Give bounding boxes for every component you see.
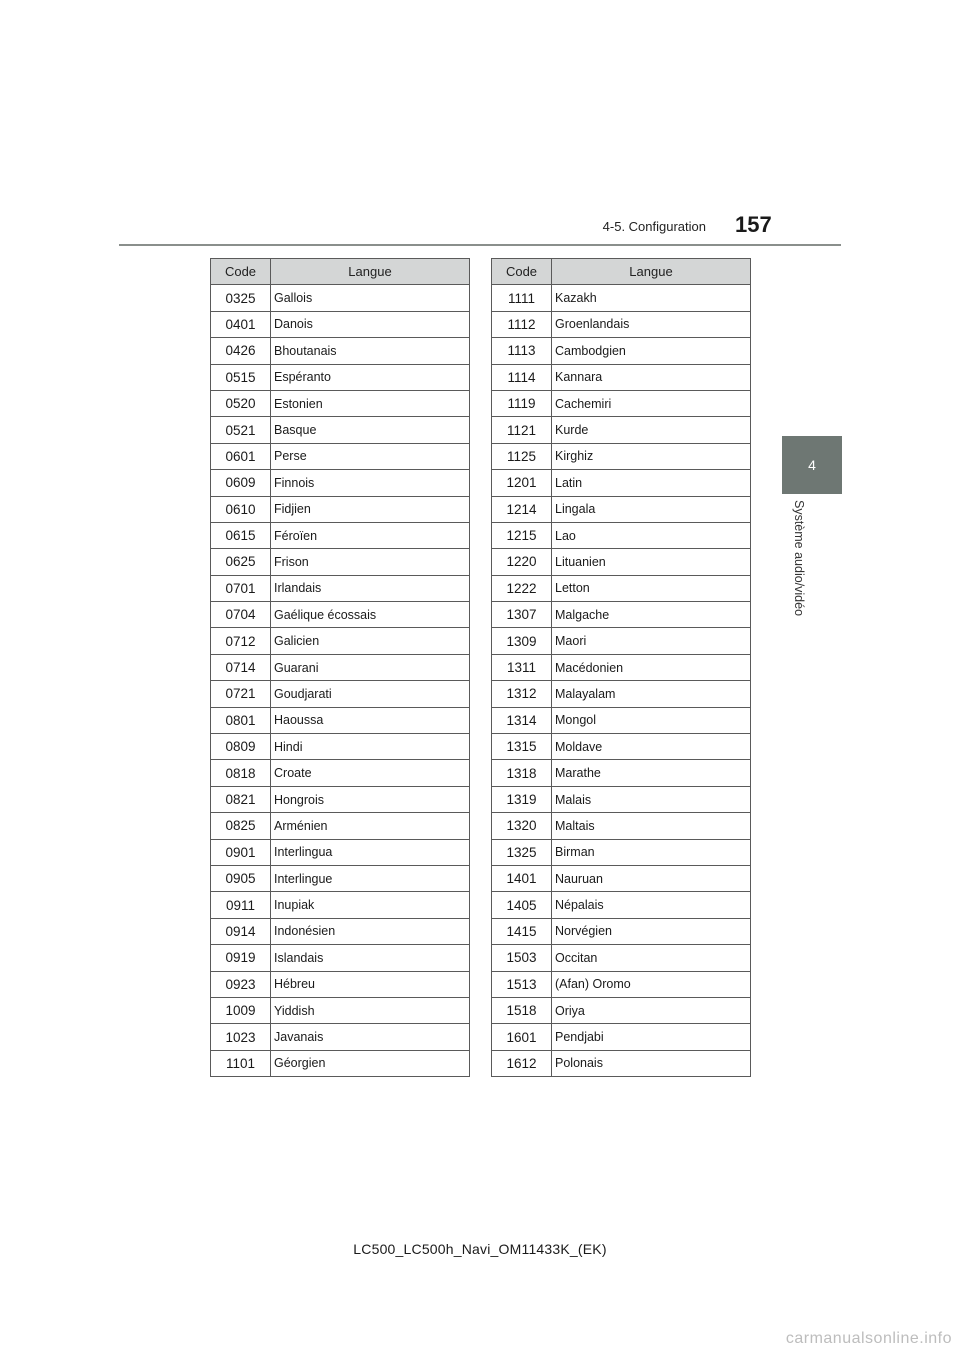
table-row [492, 707, 751, 733]
language-name: Galicien [271, 628, 470, 654]
language-code: 0521 [211, 417, 271, 443]
table-row [211, 760, 470, 786]
table-row [211, 707, 470, 733]
language-code: 1222 [492, 575, 552, 601]
language-name: Marathe [552, 760, 751, 786]
language-name: Moldave [552, 734, 751, 760]
section-title: 4-5. Configuration [602, 219, 706, 234]
table-row [211, 892, 470, 918]
table-row [211, 285, 470, 311]
page-number: 157 [735, 212, 772, 237]
table-row [492, 760, 751, 786]
language-code: 1112 [492, 311, 552, 337]
table-row [211, 390, 470, 416]
table-row [211, 971, 470, 997]
table-header-row [211, 259, 470, 285]
table-header-row [492, 259, 751, 285]
table-row [211, 918, 470, 944]
chapter-tab [782, 436, 842, 494]
table-row [492, 496, 751, 522]
language-name: Espéranto [271, 364, 470, 390]
language-code: 0609 [211, 470, 271, 496]
language-code: 0426 [211, 338, 271, 364]
chapter-side-title: Système audio/vidéo [792, 500, 806, 617]
language-name: Latin [552, 470, 751, 496]
language-name: Inupiak [271, 892, 470, 918]
language-code: 0625 [211, 549, 271, 575]
language-code: 1601 [492, 1024, 552, 1050]
table-row [492, 971, 751, 997]
language-code: 0712 [211, 628, 271, 654]
language-name: Fidjien [271, 496, 470, 522]
table-row [211, 681, 470, 707]
language-name: Maltais [552, 813, 751, 839]
language-name: Yiddish [271, 997, 470, 1023]
table-row [211, 575, 470, 601]
language-code: 1513 [492, 971, 552, 997]
table-row [211, 1024, 470, 1050]
language-name: Mongol [552, 707, 751, 733]
language-code: 1315 [492, 734, 552, 760]
language-name: Malais [552, 786, 751, 812]
language-name: Kurde [552, 417, 751, 443]
language-code: 0721 [211, 681, 271, 707]
language-name: Occitan [552, 945, 751, 971]
table-row [211, 734, 470, 760]
table-row [211, 602, 470, 628]
language-name: Basque [271, 417, 470, 443]
language-code: 1312 [492, 681, 552, 707]
language-name: Macédonien [552, 654, 751, 680]
language-name: Frison [271, 549, 470, 575]
header-divider [119, 244, 841, 246]
language-code: 0515 [211, 364, 271, 390]
language-name: Finnois [271, 470, 470, 496]
language-name: Lao [552, 522, 751, 548]
language-code: 1114 [492, 364, 552, 390]
table-row [211, 549, 470, 575]
table-row [492, 734, 751, 760]
language-name: Haoussa [271, 707, 470, 733]
language-name: Croate [271, 760, 470, 786]
language-code: 1220 [492, 549, 552, 575]
language-code: 1023 [211, 1024, 271, 1050]
table-row [492, 443, 751, 469]
language-name: Indonésien [271, 918, 470, 944]
table-row [211, 1050, 470, 1076]
language-name: Maori [552, 628, 751, 654]
language-code: 1401 [492, 865, 552, 891]
language-name: Estonien [271, 390, 470, 416]
language-code: 1309 [492, 628, 552, 654]
language-code: 0818 [211, 760, 271, 786]
language-code: 1215 [492, 522, 552, 548]
table-row [492, 1050, 751, 1076]
language-code: 0923 [211, 971, 271, 997]
language-code: 0401 [211, 311, 271, 337]
table-row [492, 417, 751, 443]
language-code: 1518 [492, 997, 552, 1023]
language-name: Islandais [271, 945, 470, 971]
language-name: Norvégien [552, 918, 751, 944]
language-name: Irlandais [271, 575, 470, 601]
table-row [492, 549, 751, 575]
language-code: 0821 [211, 786, 271, 812]
column-header-code: Code [211, 259, 271, 285]
table-row [492, 575, 751, 601]
language-name: Perse [271, 443, 470, 469]
language-code: 0704 [211, 602, 271, 628]
language-name: Kannara [552, 364, 751, 390]
table-row [492, 364, 751, 390]
table-row [211, 654, 470, 680]
language-name: Hindi [271, 734, 470, 760]
table-row [492, 470, 751, 496]
watermark: carmanualsonline.info [785, 1330, 952, 1347]
table-row [492, 945, 751, 971]
table-row [211, 865, 470, 891]
table-row [211, 945, 470, 971]
language-name: Pendjabi [552, 1024, 751, 1050]
language-name: Goudjarati [271, 681, 470, 707]
language-code: 1319 [492, 786, 552, 812]
language-code: 0520 [211, 390, 271, 416]
language-code: 1405 [492, 892, 552, 918]
table-row [211, 338, 470, 364]
table-row [211, 443, 470, 469]
table-row [492, 285, 751, 311]
language-code: 1121 [492, 417, 552, 443]
language-code: 0801 [211, 707, 271, 733]
table-row [492, 865, 751, 891]
document-id: LC500_LC500h_Navi_OM11433K_(EK) [353, 1241, 607, 1257]
language-name: Interlingue [271, 865, 470, 891]
language-code-table-right [491, 258, 751, 1077]
language-code: 1009 [211, 997, 271, 1023]
language-code: 1119 [492, 390, 552, 416]
table-row [492, 681, 751, 707]
table-row [492, 311, 751, 337]
language-name: Danois [271, 311, 470, 337]
language-code: 1311 [492, 654, 552, 680]
table-row [211, 628, 470, 654]
language-code: 1101 [211, 1050, 271, 1076]
language-code: 0809 [211, 734, 271, 760]
language-code: 0825 [211, 813, 271, 839]
language-code: 0911 [211, 892, 271, 918]
language-code: 0615 [211, 522, 271, 548]
language-name: Cambodgien [552, 338, 751, 364]
language-name: Kirghiz [552, 443, 751, 469]
table-row [492, 1024, 751, 1050]
language-name: Lingala [552, 496, 751, 522]
table-row [211, 311, 470, 337]
language-name: Gaélique écossais [271, 602, 470, 628]
language-name: Népalais [552, 892, 751, 918]
table-row [492, 839, 751, 865]
table-row [492, 813, 751, 839]
table-row [492, 602, 751, 628]
chapter-number: 4 [808, 457, 816, 473]
language-code: 0714 [211, 654, 271, 680]
language-code: 1201 [492, 470, 552, 496]
table-row [492, 390, 751, 416]
language-code: 1113 [492, 338, 552, 364]
language-code: 0325 [211, 285, 271, 311]
language-name: Gallois [271, 285, 470, 311]
language-name: Javanais [271, 1024, 470, 1050]
language-name: Bhoutanais [271, 338, 470, 364]
language-name: Groenlandais [552, 311, 751, 337]
language-name: (Afan) Oromo [552, 971, 751, 997]
language-name: Malayalam [552, 681, 751, 707]
table-row [492, 892, 751, 918]
table-row [492, 522, 751, 548]
language-code: 1125 [492, 443, 552, 469]
language-code: 0701 [211, 575, 271, 601]
table-row [211, 522, 470, 548]
language-code: 1415 [492, 918, 552, 944]
table-row [211, 839, 470, 865]
language-name: Géorgien [271, 1050, 470, 1076]
language-name: Hongrois [271, 786, 470, 812]
language-name: Guarani [271, 654, 470, 680]
language-code: 1503 [492, 945, 552, 971]
language-code: 1318 [492, 760, 552, 786]
language-name: Kazakh [552, 285, 751, 311]
language-code: 0919 [211, 945, 271, 971]
column-header-language: Langue [552, 259, 751, 285]
table-row [492, 997, 751, 1023]
table-row [492, 628, 751, 654]
column-header-language: Langue [271, 259, 470, 285]
language-code: 1314 [492, 707, 552, 733]
language-name: Hébreu [271, 971, 470, 997]
language-name: Oriya [552, 997, 751, 1023]
table-row [492, 654, 751, 680]
table-row [211, 496, 470, 522]
language-name: Nauruan [552, 865, 751, 891]
language-name: Birman [552, 839, 751, 865]
language-name: Arménien [271, 813, 470, 839]
language-name: Interlingua [271, 839, 470, 865]
language-name: Cachemiri [552, 390, 751, 416]
language-name: Letton [552, 575, 751, 601]
table-row [211, 417, 470, 443]
language-code: 1320 [492, 813, 552, 839]
language-code: 0905 [211, 865, 271, 891]
language-code: 1325 [492, 839, 552, 865]
language-code: 1214 [492, 496, 552, 522]
language-code: 0601 [211, 443, 271, 469]
language-name: Polonais [552, 1050, 751, 1076]
table-row [211, 813, 470, 839]
table-row [211, 997, 470, 1023]
column-header-code: Code [492, 259, 552, 285]
language-code: 1612 [492, 1050, 552, 1076]
language-code: 0914 [211, 918, 271, 944]
language-code: 1307 [492, 602, 552, 628]
table-row [211, 786, 470, 812]
language-name: Malgache [552, 602, 751, 628]
table-row [211, 470, 470, 496]
table-row [492, 786, 751, 812]
language-name: Féroïen [271, 522, 470, 548]
language-code: 0610 [211, 496, 271, 522]
language-name: Lituanien [552, 549, 751, 575]
language-code: 0901 [211, 839, 271, 865]
language-code: 1111 [492, 285, 552, 311]
table-row [492, 918, 751, 944]
language-code-table-left [210, 258, 470, 1077]
table-row [492, 338, 751, 364]
table-row [211, 364, 470, 390]
